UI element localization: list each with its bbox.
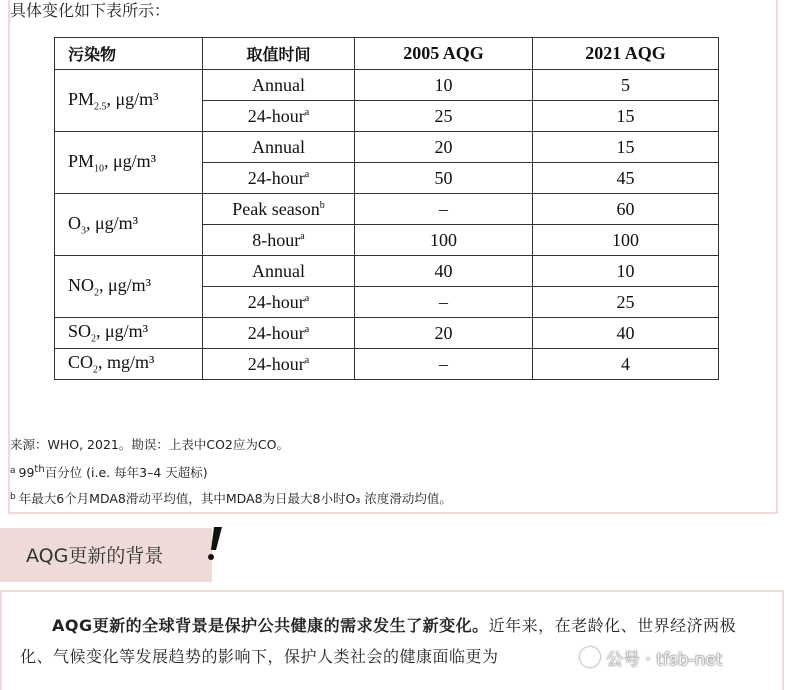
pollutant-o3: $O_3$, μg/m³	[55, 194, 203, 256]
value-2005: 20	[355, 318, 533, 349]
value-2005: 10	[355, 70, 533, 101]
time-cell: Annual	[203, 132, 355, 163]
table-row	[55, 132, 719, 163]
watermark-text: 公号 · tfsb-net	[606, 649, 723, 670]
value-2005: 100	[355, 225, 533, 256]
value-2021: 60	[533, 194, 719, 225]
header-2021: 2021 AQG	[533, 38, 719, 70]
time-cell: 24-hour$^a$	[203, 318, 355, 349]
intro-text: 具体变化如下表所示：	[10, 1, 171, 20]
value-2005: 20	[355, 132, 533, 163]
exclamation-icon	[200, 524, 230, 564]
section-heading-bar	[0, 528, 212, 582]
value-2005: 40	[355, 256, 533, 287]
table-row	[55, 70, 719, 101]
footnote-a: $^a$ 99th百分位 (i.e. 每年3–4 天超标)	[10, 464, 208, 481]
table-row	[55, 194, 719, 225]
table-row	[55, 349, 719, 380]
value-2021: 45	[533, 163, 719, 194]
pollutant-so2: $SO_2$, μg/m³	[55, 318, 203, 349]
value-2005: –	[355, 349, 533, 380]
value-2021: 15	[533, 132, 719, 163]
table-row	[55, 318, 719, 349]
table-row	[55, 256, 719, 287]
value-2021: 4	[533, 349, 719, 380]
source-note: 来源：WHO, 2021。勘误：上表中CO2应为CO。	[10, 437, 289, 452]
aqg-table	[54, 37, 719, 380]
header-2005: 2005 AQG	[355, 38, 533, 70]
value-2021: 25	[533, 287, 719, 318]
value-2021: 40	[533, 318, 719, 349]
time-cell: Annual	[203, 70, 355, 101]
time-cell: 24-hour$^a$	[203, 349, 355, 380]
pollutant-pm10: $PM_{10}$, μg/m³	[55, 132, 203, 194]
pollutant-pm25: $PM_{2.5}$, μg/m³	[55, 70, 203, 132]
value-2005: 25	[355, 101, 533, 132]
watermark	[580, 645, 723, 669]
pollutant-co2: $CO_2$, mg/m³	[55, 349, 203, 380]
wechat-logo-icon	[580, 647, 600, 667]
table-notes	[10, 432, 452, 511]
table-header-row	[55, 38, 719, 70]
section-title: AQG更新的背景	[26, 545, 164, 567]
value-2021: 100	[533, 225, 719, 256]
para-rest: 近年来，在老龄化、世界经济两极化、气候变化等发展趋势的影响下，保护人类社会的健康面临更为	[20, 616, 737, 666]
time-cell: 24-hour$^a$	[203, 101, 355, 132]
value-2005: 50	[355, 163, 533, 194]
time-cell: Peak season$^b$	[203, 194, 355, 225]
time-cell: 24-hour$^a$	[203, 163, 355, 194]
time-cell: 24-hour$^a$	[203, 287, 355, 318]
value-2005: –	[355, 194, 533, 225]
time-cell: Annual	[203, 256, 355, 287]
footnote-b: $^b$ 年最大6个月MDA8滑动平均值，其中MDA8为日最大8小时O₃ 浓度滑动均值。	[10, 491, 452, 507]
value-2021: 10	[533, 256, 719, 287]
para-bold: AQG更新的全球背景是保护公共健康的需求发生了新变化。	[52, 616, 489, 635]
value-2021: 5	[533, 70, 719, 101]
value-2005: –	[355, 287, 533, 318]
header-averaging-time: 取值时间	[203, 38, 355, 70]
value-2021: 15	[533, 101, 719, 132]
time-cell: 8-hour$^a$	[203, 225, 355, 256]
pollutant-no2: $NO_2$, μg/m³	[55, 256, 203, 318]
header-pollutant: 污染物	[55, 38, 203, 70]
